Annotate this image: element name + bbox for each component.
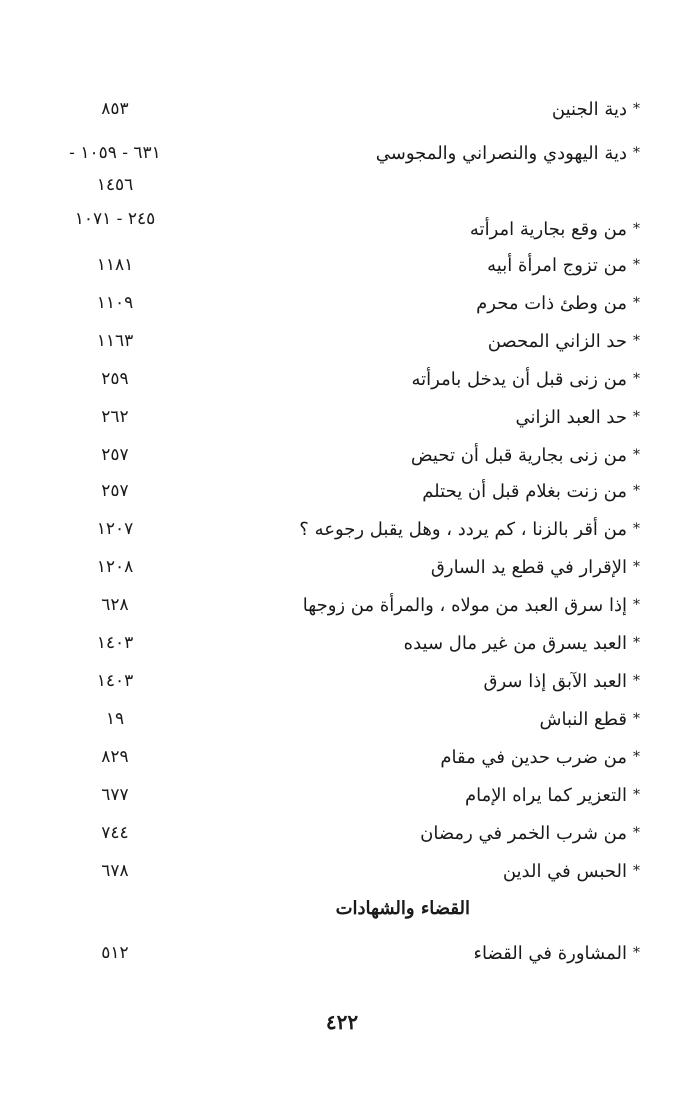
entry-text: من وطئ ذات محرم	[476, 292, 627, 314]
entry-text: المشاورة في القضاء	[473, 942, 627, 964]
index-row	[50, 364, 640, 394]
entry-text: الحبس في الدين	[502, 860, 627, 882]
page-ref: ٧٤٤	[101, 823, 129, 843]
star-icon: *	[633, 635, 640, 651]
entry-text: حد العبد الزاني	[515, 406, 627, 428]
entry-text: من زنى بجارية قبل أن تحيض	[410, 444, 627, 466]
entry-text: من شرب الخمر في رمضان	[420, 822, 627, 844]
index-row	[50, 856, 640, 886]
page-ref: ٦٧٧	[101, 785, 129, 805]
index-row	[50, 250, 640, 280]
entry-text: من تزوج امرأة أبيه	[487, 254, 627, 276]
index-entry	[540, 709, 640, 730]
index-row	[50, 288, 640, 318]
index-entry	[476, 293, 640, 314]
index-entry	[516, 407, 641, 428]
page-ref: ٢٥٧	[101, 481, 129, 501]
index-entry	[470, 219, 640, 240]
index-entry	[488, 331, 640, 352]
index-entry	[422, 481, 640, 502]
entry-text: من ضرب حدين في مقام	[440, 746, 627, 768]
entry-text: حد الزاني المحصن	[487, 330, 627, 352]
index-row	[50, 440, 640, 470]
page-ref: ١٩	[105, 709, 125, 729]
star-icon: *	[633, 447, 640, 463]
page-ref: ٢٤٥ - ١٠٧١	[74, 209, 156, 229]
star-icon: *	[633, 559, 640, 575]
index-entry	[440, 747, 640, 768]
index-row	[50, 402, 640, 432]
index-entry	[376, 143, 640, 164]
entry-text: من أقر بالزنا ، كم يردد ، وهل يقبل رجوعه ؟	[299, 518, 627, 540]
star-icon: *	[633, 101, 640, 117]
entry-text: العبد الآبق إذا سرق	[483, 670, 627, 692]
index-row	[50, 704, 640, 734]
index-row	[50, 818, 640, 848]
index-row	[50, 552, 640, 582]
star-icon: *	[633, 483, 640, 499]
star-icon: *	[633, 863, 640, 879]
index-entry	[412, 369, 641, 390]
index-row	[50, 138, 640, 168]
page-ref: ١٤٠٣	[96, 633, 134, 653]
index-entry	[465, 785, 640, 806]
entry-text: إذا سرق العبد من مولاه ، والمرأة من زوجها	[302, 594, 627, 616]
section-heading: القضاء والشهادات	[335, 898, 470, 919]
entry-text: العبد يسرق من غير مال سيده	[403, 632, 627, 654]
star-icon: *	[633, 145, 640, 161]
page-ref: ١٤٠٣	[96, 671, 134, 691]
page-ref: ٦٢٨	[101, 595, 129, 615]
page-ref: ١٤٥٦	[96, 175, 134, 195]
page-ref: ١٢٠٧	[96, 519, 134, 539]
index-entry	[552, 99, 640, 120]
star-icon: *	[633, 409, 640, 425]
index-row	[50, 742, 640, 772]
page-ref: ٦٧٨	[101, 861, 129, 881]
star-icon: *	[633, 825, 640, 841]
index-row	[50, 514, 640, 544]
index-row	[50, 590, 640, 620]
index-row	[50, 666, 640, 696]
star-icon: *	[633, 597, 640, 613]
index-row	[50, 628, 640, 658]
page-ref: ١١٦٣	[96, 331, 134, 351]
index-row	[50, 170, 640, 200]
index-entry	[420, 823, 640, 844]
page-ref: ٢٥٩	[101, 369, 129, 389]
star-icon: *	[633, 371, 640, 387]
index-row	[50, 326, 640, 356]
page-ref: ٨٢٩	[101, 747, 129, 767]
star-icon: *	[633, 521, 640, 537]
entry-text: الإقرار في قطع يد السارق	[430, 556, 627, 578]
star-icon: *	[633, 333, 640, 349]
entry-text: دية اليهودي والنصراني والمجوسي	[375, 142, 627, 164]
entry-text: من زنى قبل أن يدخل بامرأته	[411, 368, 627, 390]
entry-text: من زنت بغلام قبل أن يحتلم	[422, 480, 627, 502]
index-entry	[303, 595, 640, 616]
page-ref: ١١٨١	[96, 255, 134, 275]
index-entry	[431, 557, 640, 578]
index-entry	[404, 633, 640, 654]
star-icon: *	[633, 295, 640, 311]
index-row	[50, 938, 640, 968]
entry-text: قطع النباش	[539, 708, 627, 730]
page-ref: ٢٦٢	[101, 407, 129, 427]
star-icon: *	[633, 257, 640, 273]
star-icon: *	[633, 945, 640, 961]
entry-text: دية الجنين	[551, 98, 627, 120]
star-icon: *	[633, 749, 640, 765]
star-icon: *	[633, 787, 640, 803]
page-ref: ٦٣١ - ١٠٥٩ -	[69, 143, 161, 163]
page-ref: ٨٥٣	[101, 99, 129, 119]
entry-text: التعزير كما يراه الإمام	[464, 784, 627, 806]
star-icon: *	[633, 221, 640, 237]
index-row	[50, 780, 640, 810]
page-ref: ٢٥٧	[101, 445, 129, 465]
page-ref: ١٢٠٨	[96, 557, 134, 577]
index-entry	[503, 861, 640, 882]
page-ref: ١١٠٩	[96, 293, 134, 313]
index-entry	[484, 671, 641, 692]
index-entry	[487, 255, 640, 276]
star-icon: *	[633, 673, 640, 689]
entry-text: من وقع بجارية امرأته	[469, 218, 627, 240]
index-entry	[474, 943, 640, 964]
star-icon: *	[633, 711, 640, 727]
page-ref: ٥١٢	[101, 943, 129, 963]
index-row	[50, 476, 640, 506]
page-number: ٤٢٢	[325, 1010, 359, 1034]
index-row	[50, 94, 640, 124]
index-row	[50, 214, 640, 244]
index-entry	[411, 445, 640, 466]
index-entry	[299, 519, 640, 540]
